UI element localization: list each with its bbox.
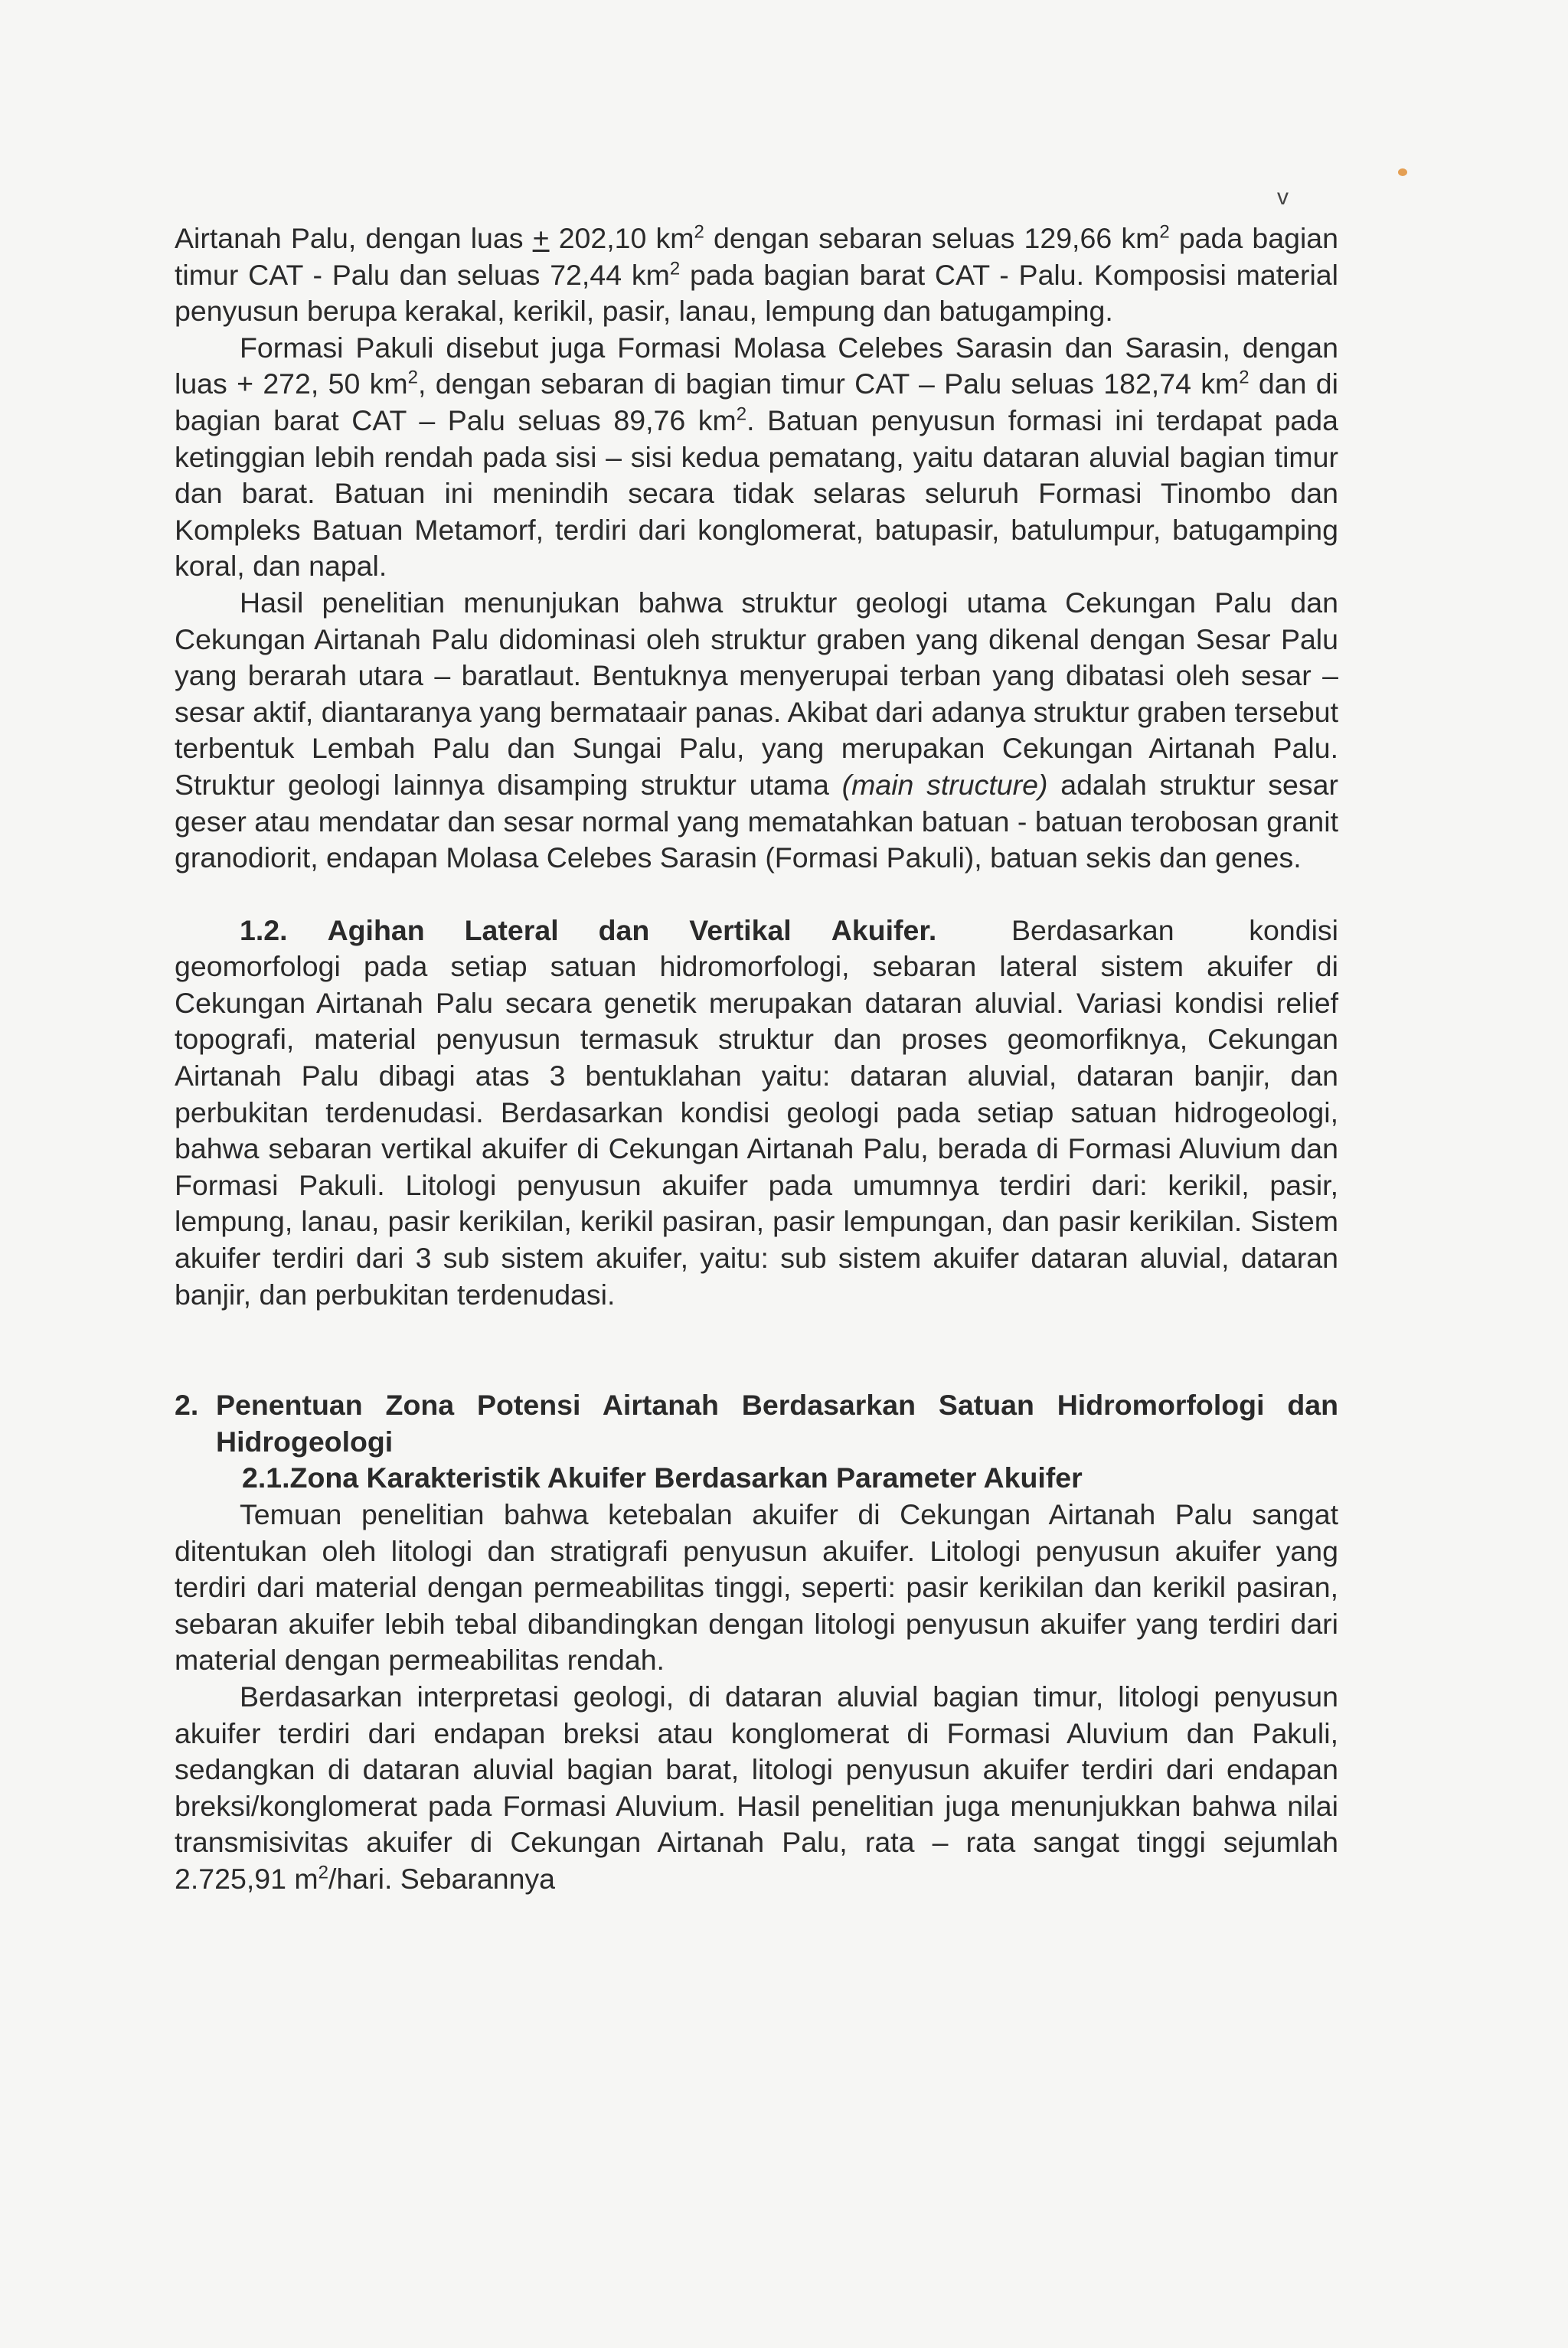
- text-run: Temuan penelitian bahwa ketebalan akuifer di Cekungan Airtanah Palu sangat ditentukan oleh litologi dan stratigrafi penyusun akuifer. Litologi penyusun akuifer yang terdiri dari material dengan permeabilitas tinggi, seperti: pasir kerikilan dan kerikil pasiran, sebaran akuifer lebih tebal dibandingkan dengan litologi penyusun akuifer yang terdiri dari material dengan permeabilitas rendah.: [175, 1498, 1338, 1677]
- plus-minus-sign: +: [532, 222, 550, 254]
- superscript: 2: [694, 221, 704, 243]
- text-run: Airtanah Palu, dengan luas: [175, 222, 533, 254]
- paragraph-2: [175, 330, 1338, 585]
- heading-number: 2.: [175, 1389, 199, 1422]
- superscript: 2: [318, 1862, 328, 1883]
- paragraph-1: [175, 220, 1338, 330]
- heading-word: dan: [598, 913, 650, 946]
- text-run: pada bagian barat CAT - Palu. Komposisi material penyusun berupa kerakal, kerikil, pasir, lanau, lempung dan batugamping.: [175, 258, 1338, 328]
- page-number: v: [1277, 185, 1289, 210]
- text-run: . Batuan penyusun formasi ini terdapat pada ketinggian lebih rendah pada sisi – sisi kedua pematang, yaitu dataran aluvial bagian timur dan barat. Batuan ini menindih secara tidak selaras seluruh Formasi Tinombo dan Kompleks Batuan Metamorf, terdiri dari konglomerat, batupasir, batulumpur, batugamping koral, dan napal.: [175, 403, 1338, 583]
- heading-number: 1.2.: [240, 913, 288, 946]
- text-run: Berdasarkan interpretasi geologi, di dataran aluvial bagian timur, litologi penyusun akuifer terdiri dari endapan breksi atau konglomerat di Formasi Aluvium dan Pakuli, sedangkan di dataran aluvial bagian barat, litologi penyusun akuifer terdiri dari endapan breksi/konglomerat pada Formasi Aluvium. Hasil penelitian juga menunjukkan bahwa nilai transmisivitas akuifer di Cekungan Airtanah Palu, rata – rata sangat tinggi sejumlah 2.725,91 m: [175, 1680, 1338, 1895]
- text-run: Hasil penelitian menunjukan bahwa struktur geologi utama Cekungan Palu dan Cekungan Airtanah Palu didominasi oleh struktur graben yang dikenal dengan Sesar Palu yang berarah utara – baratlaut. Bentuknya menyerupai terban yang dibatasi oleh sesar – sesar aktif, diantaranya yang bermataair panas. Akibat dari adanya struktur graben tersebut terbentuk Lembah Palu dan Sungai Palu, yang merupakan Cekungan Airtanah Palu. Struktur geologi lainnya disamping struktur utama: [175, 586, 1338, 801]
- text-run: dengan sebaran seluas 129,66 km: [704, 222, 1160, 254]
- superscript: 2: [1239, 367, 1250, 388]
- spacer: [175, 877, 1338, 913]
- text-run: 202,10 km: [549, 222, 694, 254]
- paragraph-3: [175, 585, 1338, 877]
- paragraph-4: [175, 913, 1338, 1314]
- text-run: adalah struktur sesar geser atau mendatar dan sesar normal yang mematahkan batuan - batuan terobosan granit granodiorit, endapan Molasa Celebes Sarasin (Formasi Pakuli), batuan sekis dan genes.: [175, 768, 1338, 874]
- text-run: dan di bagian barat CAT – Palu seluas 89,76 km: [175, 367, 1338, 436]
- italic-term: (main structure): [841, 768, 1048, 801]
- spacer: [175, 1313, 1338, 1387]
- heading-word: Lateral: [464, 913, 559, 946]
- text-run: Berdasarkan kondisi geomorfologi pada setiap satuan hidromorfologi, sebaran lateral sistem akuifer di Cekungan Airtanah Palu secara genetik merupakan dataran aluvial. Variasi kondisi relief topografi, material penyusun termasuk struktur dan proses geomorfiknya, Cekungan Airtanah Palu dibagi atas 3 bentuklahan yaitu: dataran aluvial, dataran banjir, dan perbukitan terdenudasi. Berdasarkan kondisi geologi pada setiap satuan hidrogeologi, bahwa sebaran vertikal akuifer di Cekungan Airtanah Palu, berada di Formasi Aluvium dan Formasi Pakuli. Litologi penyusun akuifer pada umumnya terdiri dari: kerikil, pasir, lempung, lanau, pasir kerikilan, kerikil pasiran, pasir lempungan, dan pasir kerikilan. Sistem akuifer terdiri dari 3 sub sistem akuifer, yaitu: sub sistem akuifer dataran aluvial, dataran banjir, dan perbukitan terdenudasi.: [175, 913, 1338, 1311]
- text-run: , dengan sebaran di bagian timur CAT – Palu seluas 182,74 km: [418, 367, 1240, 400]
- text-run: pada bagian timur CAT - Palu dan seluas 72,44 km: [175, 222, 1339, 291]
- text-run: /hari. Sebarannya: [328, 1862, 556, 1895]
- heading-word: Agihan: [327, 913, 425, 946]
- scan-speck: [1398, 168, 1407, 176]
- superscript: 2: [407, 367, 419, 388]
- heading-word: Akuifer.: [831, 913, 937, 946]
- subsection-heading-1-2: [240, 914, 936, 946]
- heading-text: Penentuan Zona Potensi Airtanah Berdasarkan Satuan Hidromorfologi dan Hidrogeologi: [216, 1389, 1338, 1458]
- superscript: 2: [1159, 221, 1170, 243]
- paragraph-6: [175, 1679, 1338, 1898]
- section-heading-2: [175, 1387, 1338, 1460]
- subsection-heading-2-1: 2.1.Zona Karakteristik Akuifer Berdasarkan Parameter Akuifer: [242, 1461, 1083, 1494]
- body-text: [175, 220, 1338, 1898]
- text-run: Formasi Pakuli disebut juga Formasi Molasa Celebes Sarasin dan Sarasin, dengan luas + 272, 50 km: [175, 331, 1338, 400]
- superscript: 2: [736, 403, 747, 425]
- superscript: 2: [669, 258, 681, 279]
- heading-word: Vertikal: [689, 913, 792, 946]
- paragraph-5: [175, 1497, 1338, 1679]
